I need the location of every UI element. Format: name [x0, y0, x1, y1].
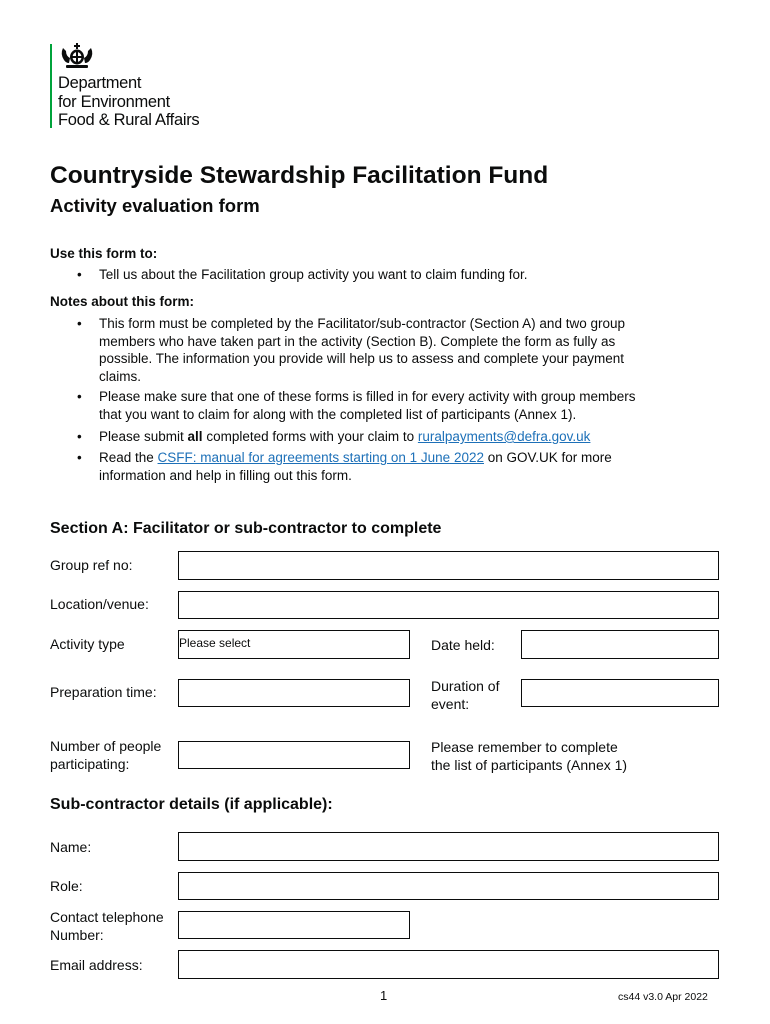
email-field[interactable] [178, 950, 719, 979]
phone-label-line1: Contact telephone [50, 909, 164, 925]
role-input[interactable] [179, 873, 718, 899]
notes-b3-bold: all [187, 429, 203, 444]
location-input[interactable] [179, 592, 718, 618]
name-input[interactable] [179, 833, 718, 860]
notes-heading: Notes about this form: [50, 294, 194, 309]
notes-bullet-1 [77, 315, 625, 385]
use-form-bullet-text: Tell us about the Facilitation group activity you want to claim funding for. [99, 267, 528, 282]
phone-label [50, 909, 164, 944]
logo-rule [50, 44, 52, 128]
location-label: Location/venue: [50, 596, 149, 612]
date-held-field[interactable] [521, 630, 719, 659]
participants-reminder [431, 739, 627, 774]
notes-bullet-2 [77, 388, 636, 423]
bullet-marker: • [77, 316, 82, 331]
page-number: 1 [380, 988, 388, 1003]
reminder-line1: Please remember to complete [431, 739, 618, 755]
notes-b3-mid: completed forms with your claim to [202, 429, 418, 444]
name-field[interactable] [178, 832, 719, 861]
duration-input[interactable] [522, 680, 718, 706]
email-label: Email address: [50, 957, 143, 973]
duration-label [431, 678, 499, 713]
num-people-field[interactable] [178, 741, 410, 769]
notes-bullet-4 [77, 449, 612, 484]
notes-b4-post: on GOV.UK for more [483, 450, 612, 465]
duration-label-line2: event: [431, 695, 470, 712]
group-ref-label: Group ref no: [50, 557, 133, 573]
location-field[interactable] [178, 591, 719, 619]
subcontractor-heading: Sub-contractor details (if applicable): [50, 796, 333, 813]
num-people-label [50, 738, 161, 773]
email-input[interactable] [179, 951, 718, 978]
notes-b2-line: Please make sure that one of these forms is filled in for every activity with group members [99, 389, 636, 404]
phone-input[interactable] [179, 912, 409, 938]
royal-crest-icon [57, 42, 97, 70]
phone-field[interactable] [178, 911, 410, 939]
name-label: Name: [50, 839, 92, 855]
notes-b4-pre: Read the [99, 450, 158, 465]
notes-b2-line: that you want to claim for along with the completed list of participants (Annex 1). [99, 406, 577, 422]
reminder-line2: the list of participants (Annex 1) [431, 756, 628, 773]
activity-type-label: Activity type [50, 636, 125, 652]
dept-line-3: Food & Rural Affairs [58, 111, 200, 129]
prep-time-label: Preparation time: [50, 684, 157, 700]
date-held-input[interactable] [522, 631, 718, 658]
notes-b1-line: claims. [99, 368, 142, 384]
page-subtitle: Activity evaluation form [50, 195, 260, 216]
notes-b4-line2: information and help in filling out this form. [99, 467, 352, 483]
dept-line-2: for Environment [58, 92, 170, 111]
use-form-bullet [77, 266, 528, 284]
duration-label-line1: Duration of [431, 678, 500, 694]
notes-b1-line: possible. The information you provide will help us to assess and complete your payment [99, 351, 625, 366]
group-ref-field[interactable] [178, 551, 719, 580]
prep-time-input[interactable] [179, 680, 409, 706]
notes-bullet-3 [77, 428, 591, 446]
dept-line-1: Department [58, 74, 142, 92]
bullet-marker: • [77, 389, 82, 404]
num-people-label-line1: Number of people [50, 738, 162, 754]
num-people-label-line2: participating: [50, 755, 130, 772]
bullet-marker: • [77, 429, 82, 444]
activity-type-value: Please select [179, 636, 251, 650]
department-name [58, 74, 199, 130]
use-form-heading: Use this form to: [50, 246, 158, 261]
section-a-heading: Section A: Facilitator or sub-contractor to complete [50, 520, 442, 537]
role-field[interactable] [178, 872, 719, 900]
bullet-marker: • [77, 450, 82, 465]
email-link[interactable]: ruralpayments@defra.gov.uk [417, 429, 591, 444]
notes-b1-line: This form must be completed by the Facilitator/sub-contractor (Section A) and two group [99, 316, 625, 331]
prep-time-field[interactable] [178, 679, 410, 707]
form-version: cs44 v3.0 Apr 2022 [618, 991, 708, 1003]
num-people-input[interactable] [179, 742, 409, 768]
group-ref-input[interactable] [179, 552, 718, 579]
role-label: Role: [50, 878, 83, 894]
phone-label-line2: Number: [50, 926, 104, 943]
page-title: Countryside Stewardship Facilitation Fund [50, 162, 549, 189]
duration-field[interactable] [521, 679, 719, 707]
activity-type-select[interactable] [178, 630, 410, 659]
notes-b3-pre: Please submit [99, 429, 188, 444]
manual-link[interactable]: CSFF: manual for agreements starting on 1 June 2022 [157, 450, 484, 465]
date-held-label: Date held: [431, 637, 495, 653]
bullet-marker: • [77, 267, 82, 282]
notes-b1-line: members who have taken part in the activity (Section B). Complete the form as fully as [99, 333, 616, 349]
